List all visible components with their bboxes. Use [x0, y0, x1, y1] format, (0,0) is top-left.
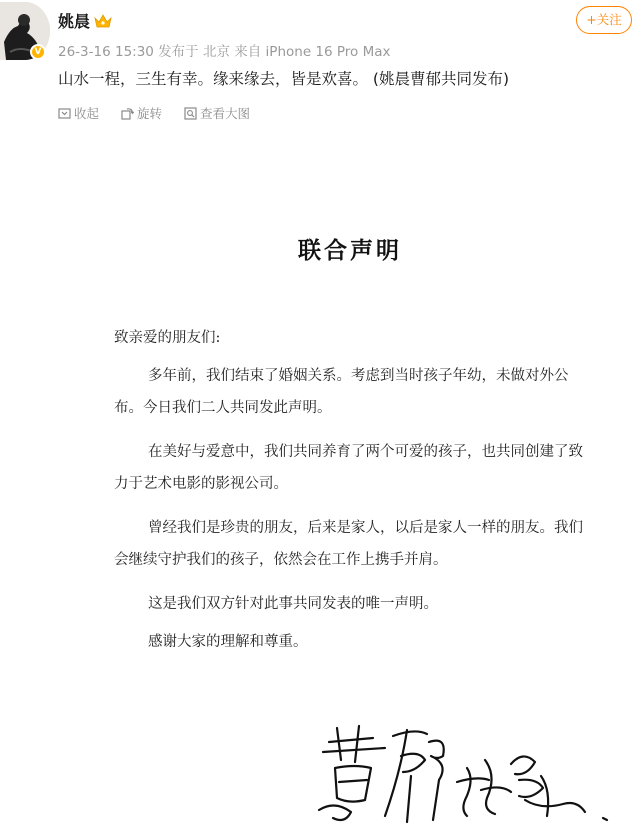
statement-salutation: 致亲爱的朋友们:: [114, 330, 221, 346]
handwritten-signatures: [315, 720, 615, 830]
rotate-label[interactable]: 旋转: [137, 106, 163, 121]
collapse-icon: [58, 107, 71, 120]
post-text: 山水一程，三生有幸。缘来缘去，皆是欢喜。 (姚晨曹郁共同发布): [58, 70, 510, 88]
signature-yao-chen: [457, 756, 607, 820]
weibo-post-header: [0, 0, 640, 130]
vip-crown-icon: [94, 14, 112, 28]
statement-paragraph: 在美好与爱意中，我们共同养育了两个可爱的孩子，也共同创建了致力于艺术电影的影视公司。: [114, 444, 583, 492]
collapse-label[interactable]: 收起: [74, 106, 100, 121]
username[interactable]: [58, 9, 112, 32]
follow-button[interactable]: +关注: [576, 6, 632, 34]
post-meta: 26-3-16 15:30 发布于 北京 来自 iPhone 16 Pro Max: [58, 44, 391, 60]
statement-paragraph: 感谢大家的理解和尊重。: [148, 634, 308, 650]
rotate-button[interactable]: [121, 104, 162, 122]
username-text[interactable]: 姚晨: [58, 12, 91, 31]
view-large-button[interactable]: [184, 104, 250, 122]
collapse-button[interactable]: [58, 104, 99, 122]
statement-title: 联合声明: [298, 237, 402, 264]
image-actions: [58, 104, 250, 122]
statement-paragraph: 曾经我们是珍贵的朋友，后来是家人，以后是家人一样的朋友。我们会继续守护我们的孩子，依然会在工作上携手并肩。: [114, 520, 583, 568]
rotate-icon: [121, 107, 134, 120]
verified-badge-icon: V: [30, 44, 46, 60]
signature-cao-yu: [319, 726, 444, 822]
view-large-icon: [184, 107, 197, 120]
statement-paragraph: 这是我们双方针对此事共同发表的唯一声明。: [148, 596, 438, 612]
view-large-label[interactable]: 查看大图: [200, 106, 251, 121]
statement-image[interactable]: [60, 130, 640, 837]
statement-paragraph: 多年前，我们结束了婚姻关系。考虑到当时孩子年幼，未做对外公布。今日我们二人共同发此声明。: [114, 368, 569, 416]
